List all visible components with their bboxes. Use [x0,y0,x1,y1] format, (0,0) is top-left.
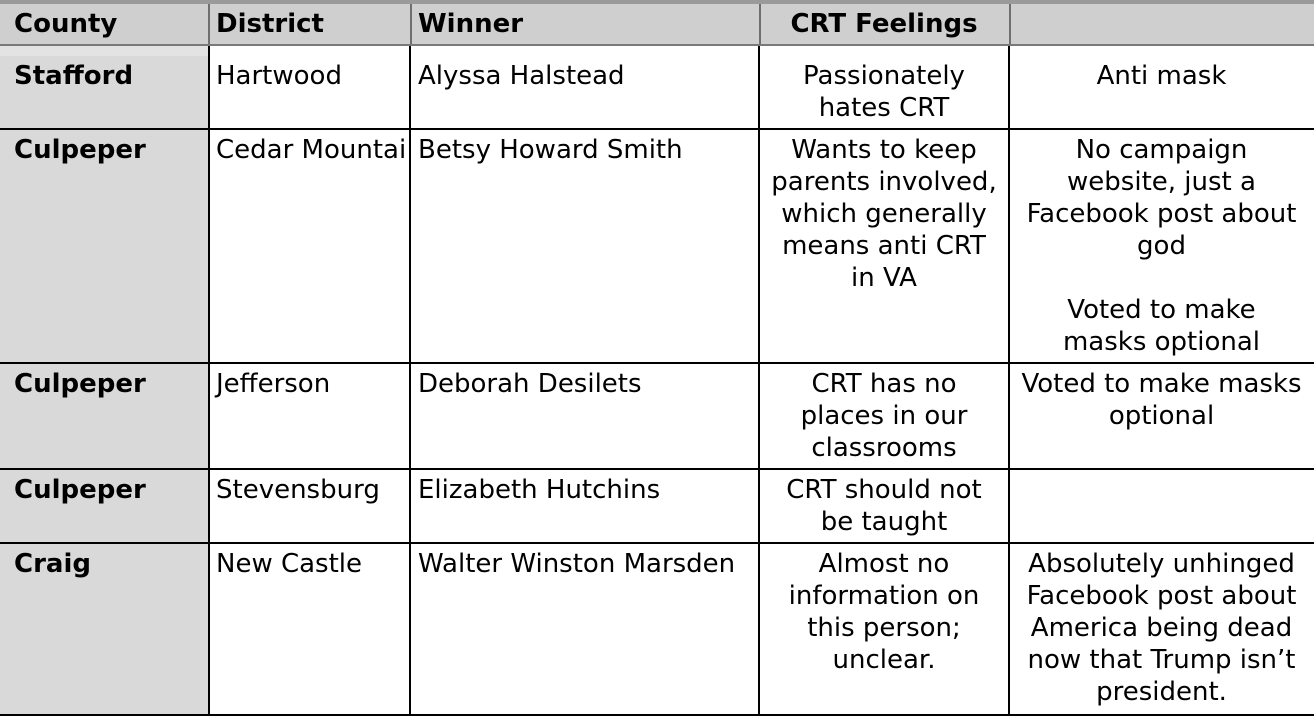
cell-line: this person; [807,613,961,643]
notes-cell[interactable] [1009,56,1314,128]
header-district[interactable]: District [216,9,324,39]
cell-line: places in our [800,401,968,431]
cell-line: unclear. [832,645,936,675]
table-row [0,130,1314,362]
crt-feelings-cell[interactable] [759,470,1009,542]
cell-line: Anti mask [1096,61,1227,91]
cell-line: Voted to make [1067,295,1256,325]
cell-line: Facebook post about [1026,581,1297,611]
header-crt-feelings[interactable]: CRT Feelings [790,9,978,39]
county-cell[interactable]: Craig [0,544,208,716]
cell-line: Absolutely unhinged [1028,549,1295,579]
cell-line: Almost no [818,549,950,579]
table-row [0,544,1314,716]
cell-line: in VA [851,263,917,293]
row-divider [0,542,1314,544]
table-row [0,470,1314,542]
cell-line: Voted to make masks [1021,369,1302,399]
cell-line: means anti CRT [782,231,986,261]
county-cell[interactable]: Culpeper [0,470,208,542]
cell-line: website, just a [1067,167,1256,197]
notes-cell[interactable] [1009,364,1314,468]
cell-line: information on [788,581,980,611]
district-cell[interactable]: Stevensburg [216,475,380,505]
table-row [0,56,1314,128]
winner-cell[interactable]: Elizabeth Hutchins [418,475,661,505]
header-winner[interactable]: Winner [418,9,524,39]
winner-cell[interactable]: Deborah Desilets [418,369,642,399]
cell-line: CRT should not [786,475,982,505]
county-cell[interactable]: Stafford [0,56,208,128]
county-cell[interactable]: Culpeper [0,364,208,468]
crt-feelings-cell[interactable] [759,130,1009,362]
winner-cell[interactable]: Walter Winston Marsden [418,549,736,579]
cell-line: Passionately [803,61,965,91]
crt-feelings-cell[interactable] [759,56,1009,128]
row-divider [0,128,1314,130]
row-divider [0,362,1314,364]
winner-cell[interactable]: Betsy Howard Smith [418,135,683,165]
column-divider [758,46,760,716]
cell-line: which generally [781,199,987,229]
district-cell[interactable]: Hartwood [216,61,342,91]
header-divider [208,4,210,44]
cell-line: god [1137,231,1186,261]
cell-line: masks optional [1062,327,1261,357]
county-cell[interactable]: Culpeper [0,130,208,362]
column-divider [409,46,411,716]
notes-cell[interactable] [1009,544,1314,716]
crt-feelings-cell[interactable] [759,364,1009,468]
header-county[interactable]: County [14,9,118,39]
cell-line: Facebook post about [1026,199,1297,229]
winner-cell[interactable]: Alyssa Halstead [418,61,625,91]
cell-line: be taught [820,507,948,537]
column-divider [1008,46,1010,716]
notes-cell[interactable] [1009,470,1314,542]
crt-feelings-cell[interactable] [759,544,1009,716]
header-divider [410,4,412,44]
cell-line: CRT has no [811,369,957,399]
header-notes[interactable] [1009,4,1314,44]
notes-cell[interactable] [1009,130,1314,362]
column-divider [208,46,210,716]
cell-line: America being dead [1030,613,1293,643]
cell-line: president. [1096,677,1227,707]
district-cell[interactable]: New Castle [216,549,363,579]
cell-line: now that Trump isn’t [1027,645,1296,675]
cell-line: hates CRT [818,93,950,123]
table-row [0,364,1314,468]
district-cell[interactable]: Jefferson [216,369,331,399]
cell-line: Wants to keep [791,135,977,165]
header-row [0,0,1314,46]
cell-line [1009,262,1314,294]
district-cell[interactable]: Cedar Mountai [216,135,407,165]
cell-line: No campaign [1075,135,1248,165]
row-divider [0,468,1314,470]
cell-line: parents involved, [771,167,997,197]
header-gap-left [0,46,208,56]
cell-line: classrooms [811,433,957,463]
cell-line: optional [1108,401,1215,431]
